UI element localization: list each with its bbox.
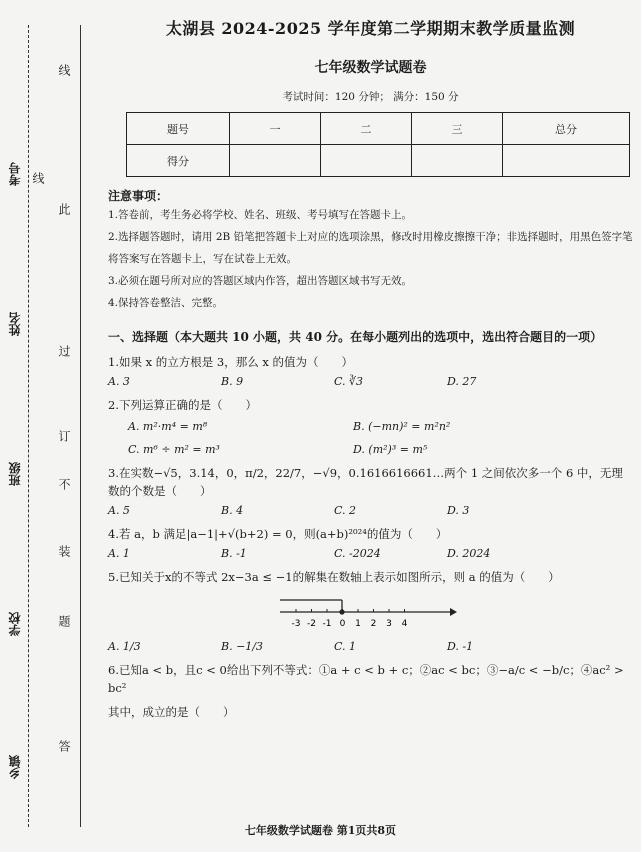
mark-zhuang: 装 xyxy=(57,545,71,557)
option: A. 5 xyxy=(108,504,130,517)
question-6-tail: 其中，成立的是（ ） xyxy=(108,705,235,719)
option: D. 3 xyxy=(447,504,470,517)
exam-page xyxy=(108,14,633,721)
label-class: 班级 xyxy=(8,462,22,486)
mark-guo: 过 xyxy=(57,345,71,357)
binding-line-solid xyxy=(80,25,81,827)
number-line-tick-label: 2 xyxy=(370,619,377,629)
question-3: 3.在实数−√5，3.14，0，π/2，22/7，−√9，0.1616616661…两个 1 之间依次多一个 6 中，无理数的个数是（ ） xyxy=(108,466,623,498)
mark-xian-top: 线 xyxy=(57,64,71,76)
number-line-tick-label: 0 xyxy=(339,619,346,629)
binding-margin xyxy=(0,0,100,852)
notice-item: 2.选择题答题时，请用 2B 铅笔把答题卡上对应的选项涂黑，修改时用橡皮擦擦干净；非选择题时，用黑色签字笔将答案写在答题卡上，写在试卷上无效。 xyxy=(108,231,633,265)
label-name: 姓名 xyxy=(8,312,22,336)
number-line-tick-label: 3 xyxy=(386,619,392,629)
option: D. (m²)³ = m⁵ xyxy=(353,443,428,456)
notice-item: 4.保持答卷整洁、完整。 xyxy=(108,297,224,309)
page-footer: 七年级数学试题卷 第1页共8页 xyxy=(244,824,397,837)
option: A. 1/3 xyxy=(108,640,141,653)
binding-line-dashed xyxy=(28,25,29,827)
option: B. −1/3 xyxy=(221,640,263,653)
score-cell xyxy=(230,145,321,177)
option: D. 2024 xyxy=(447,547,491,560)
exam-title: 太湖县 2024-2025 学年度第二学期期末教学质量监测 xyxy=(165,19,576,38)
option: D. 27 xyxy=(447,375,477,388)
option: C. ∛3 xyxy=(334,375,364,388)
mark-ti: 题 xyxy=(57,615,71,627)
mark-ci: 此 xyxy=(57,203,71,215)
table-cell: 总分 xyxy=(503,113,630,145)
number-line-tick-label: -2 xyxy=(307,619,316,629)
option: D. -1 xyxy=(447,640,474,653)
option: A. m²·m⁴ = m⁸ xyxy=(128,420,208,433)
mark-da: 答 xyxy=(57,740,71,752)
option: B. (−mn)² = m²n² xyxy=(353,420,451,433)
question-6: 6.已知a < b，且c < 0给出下列不等式：①a + c < b + c；②ac < bc；③−a/c < −b/c；④ac² > bc² xyxy=(108,663,624,695)
score-cell xyxy=(412,145,503,177)
label-exam-number: 考号 xyxy=(8,162,22,186)
question-4: 4.若 a，b 满足|a−1|+√(b+2) = 0，则(a+b)²⁰²⁴的值为（ ） xyxy=(108,527,448,541)
option: C. -2024 xyxy=(334,547,381,560)
arrow-right-icon xyxy=(450,608,457,616)
question-3-options xyxy=(108,504,633,517)
notice-heading: 注意事项： xyxy=(108,189,169,203)
option: A. 3 xyxy=(108,375,130,388)
mark-ding: 订 xyxy=(57,430,71,442)
table-cell: 得分 xyxy=(127,145,230,177)
number-line-figure xyxy=(278,594,458,632)
option: B. 9 xyxy=(221,375,244,388)
notice-item: 3.必须在题号所对应的答题区域内作答，超出答题区域书写无效。 xyxy=(108,275,413,287)
exam-meta: 考试时间：120 分钟； 满分：150 分 xyxy=(282,91,459,103)
table-cell: 一 xyxy=(230,113,321,145)
option: C. 2 xyxy=(334,504,357,517)
notice-item: 1.答卷前，考生务必将学校、姓名、班级、考号填写在答题卡上。 xyxy=(108,209,413,221)
section-heading: 一、选择题（本大题共 10 小题，共 40 分。在每小题列出的选项中，选出符合题目的一项） xyxy=(108,330,603,344)
question-2-options xyxy=(108,420,633,456)
score-table xyxy=(126,112,630,177)
score-cell xyxy=(503,145,630,177)
question-5-options xyxy=(108,640,633,653)
number-line-tick-label: -3 xyxy=(291,619,301,629)
question-1: 1.如果 x 的立方根是 3，那么 x 的值为（ ） xyxy=(108,355,354,369)
question-4-options xyxy=(108,547,633,560)
number-line-tick-label: 4 xyxy=(401,619,408,629)
table-row xyxy=(127,113,630,145)
option: B. -1 xyxy=(221,547,247,560)
option: B. 4 xyxy=(221,504,244,517)
table-cell: 二 xyxy=(321,113,412,145)
exam-subtitle: 七年级数学试题卷 xyxy=(314,60,427,76)
question-2: 2.下列运算正确的是（ ） xyxy=(108,398,257,412)
number-line-tick-label: 1 xyxy=(355,619,361,629)
table-row xyxy=(127,145,630,177)
table-cell: 题号 xyxy=(127,113,230,145)
mark-xian-mid: 线 xyxy=(31,172,45,184)
number-line-tick-label: -1 xyxy=(322,619,332,629)
option: A. 1 xyxy=(108,547,130,560)
table-cell: 三 xyxy=(412,113,503,145)
option: C. m⁶ ÷ m² = m³ xyxy=(128,443,220,456)
score-cell xyxy=(321,145,412,177)
label-school: 学校 xyxy=(8,612,22,636)
question-1-options xyxy=(108,375,633,388)
label-township: 乡镇 xyxy=(8,755,22,779)
option: C. 1 xyxy=(334,640,357,653)
question-5: 5.已知关于x的不等式 2x−3a ≤ −1的解集在数轴上表示如图所示，则 a 的值为（ ） xyxy=(108,570,560,584)
mark-bu: 不 xyxy=(57,478,71,490)
